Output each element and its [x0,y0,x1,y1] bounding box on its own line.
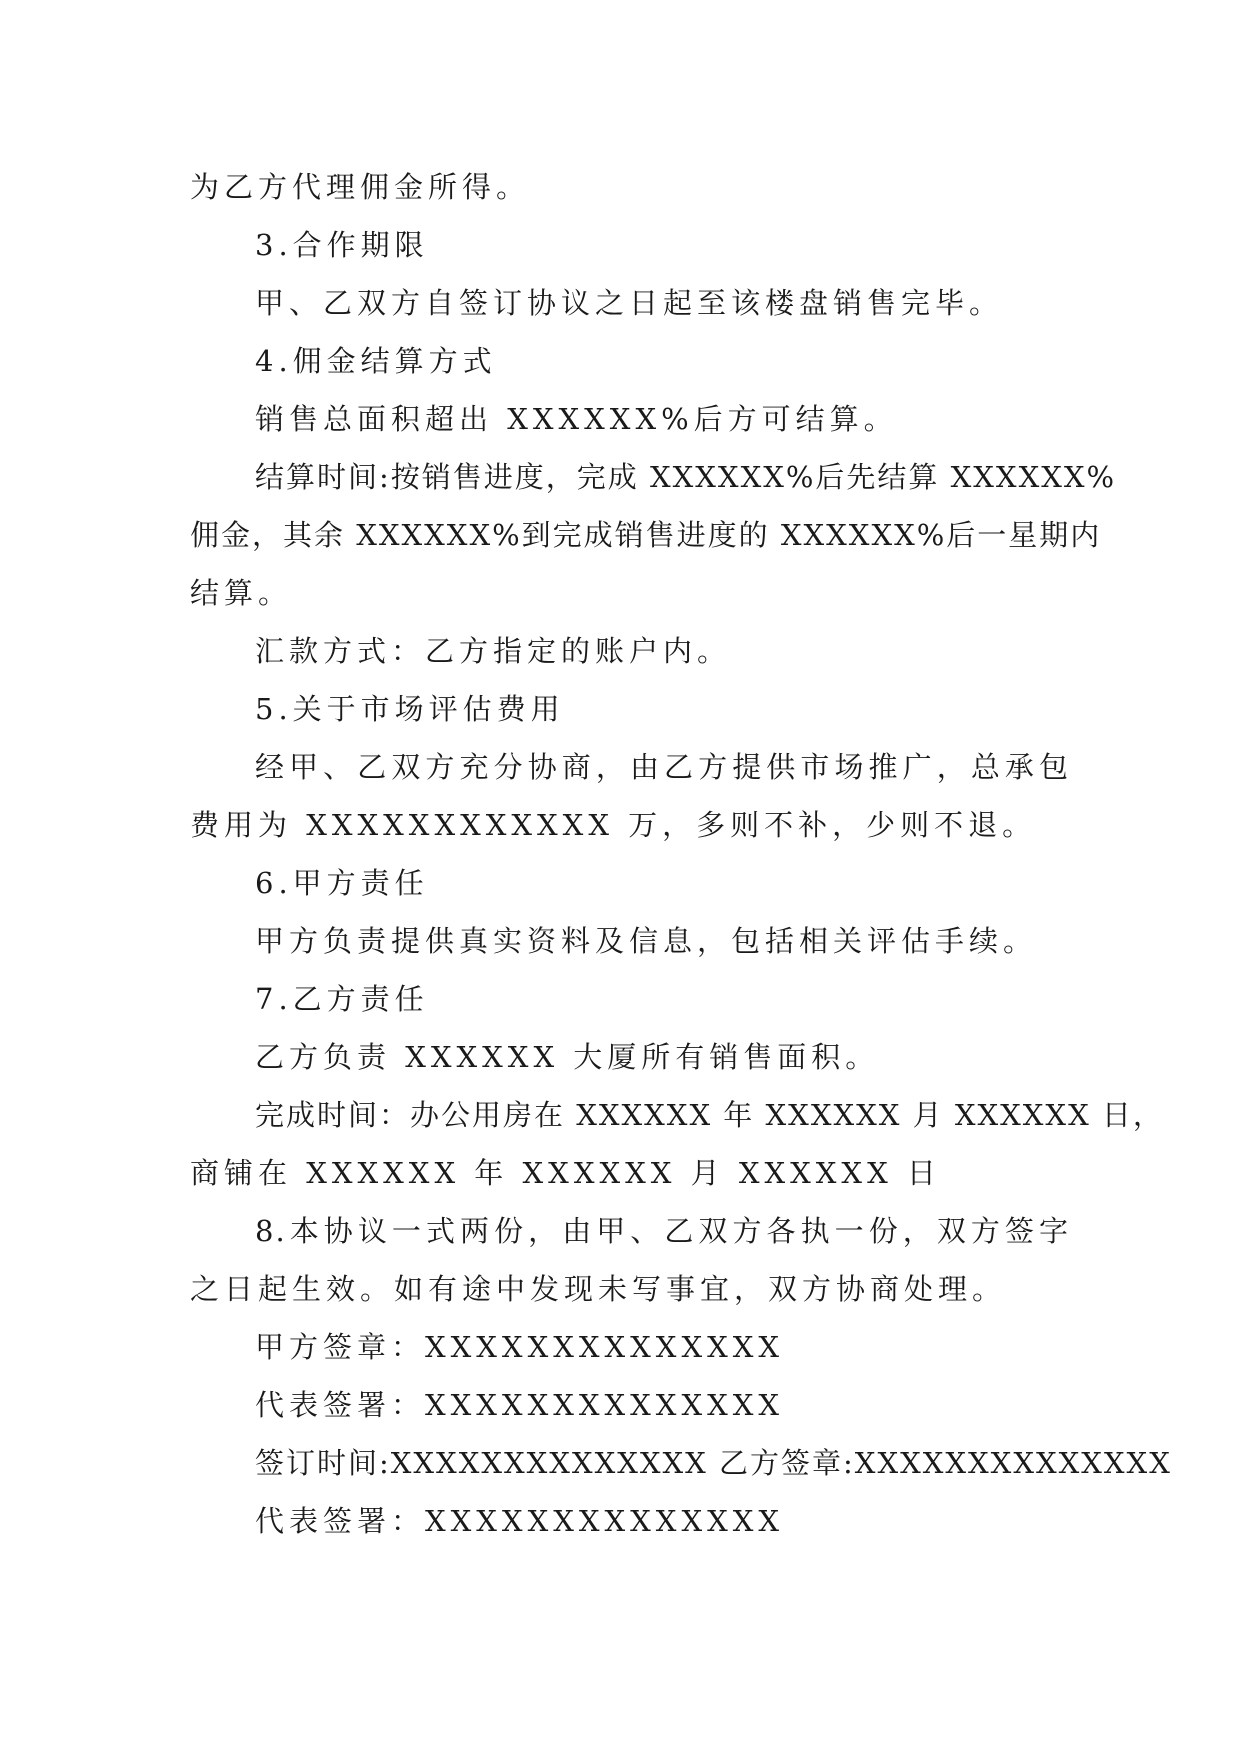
section-heading-party-b-duty: 7.乙方责任 [255,982,429,1016]
body-line: 费用为 XXXXXXXXXXXX 万，多则不补，少则不退。 [190,808,1037,842]
section-heading-commission-settlement: 4.佣金结算方式 [255,344,497,378]
document-page [190,158,1172,1550]
body-line: 之日起生效。如有途中发现未写事宜，双方协商处理。 [190,1272,1007,1306]
body-line: 乙方负责 XXXXXX 大厦所有销售面积。 [255,1040,880,1074]
signature-representative: 代表签署：XXXXXXXXXXXXXX [255,1504,785,1538]
section-heading-party-a-duty: 6.甲方责任 [255,866,429,900]
body-line: 结算时间:按销售进度，完成 XXXXXX%后先结算 XXXXXX% [255,460,1117,494]
signature-party-a: 甲方签章：XXXXXXXXXXXXXX [255,1330,785,1364]
body-line: 佣金，其余 XXXXXX%到完成销售进度的 XXXXXX%后一星期内 [190,518,1102,552]
body-line: 结算。 [190,576,293,610]
body-line: 商铺在 XXXXXX 年 XXXXXX 月 XXXXXX 日 [190,1156,941,1190]
signature-representative: 代表签署：XXXXXXXXXXXXXX [255,1388,785,1422]
section-agreement-copies: 8.本协议一式两份，由甲、乙双方各执一份，双方签字 [255,1214,1070,1248]
body-line: 完成时间：办公用房在 XXXXXX 年 XXXXXX 月 XXXXXX 日， [255,1098,1164,1132]
body-line: 甲、乙双方自签订协议之日起至该楼盘销售完毕。 [255,286,1004,320]
body-line: 经甲、乙双方充分协商，由乙方提供市场推广，总承包 [255,750,1070,784]
section-heading-cooperation-period: 3.合作期限 [255,228,429,262]
signature-date-party-b: 签订时间:XXXXXXXXXXXXXX 乙方签章:XXXXXXXXXXXXXX [255,1446,1172,1480]
body-line: 为乙方代理佣金所得。 [190,170,531,204]
body-line: 销售总面积超出 XXXXXX%后方可结算。 [255,402,898,436]
body-line: 甲方负责提供真实资料及信息，包括相关评估手续。 [255,924,1038,958]
section-heading-market-assessment: 5.关于市场评估费用 [255,692,565,726]
body-line: 汇款方式：乙方指定的账户内。 [255,634,732,668]
